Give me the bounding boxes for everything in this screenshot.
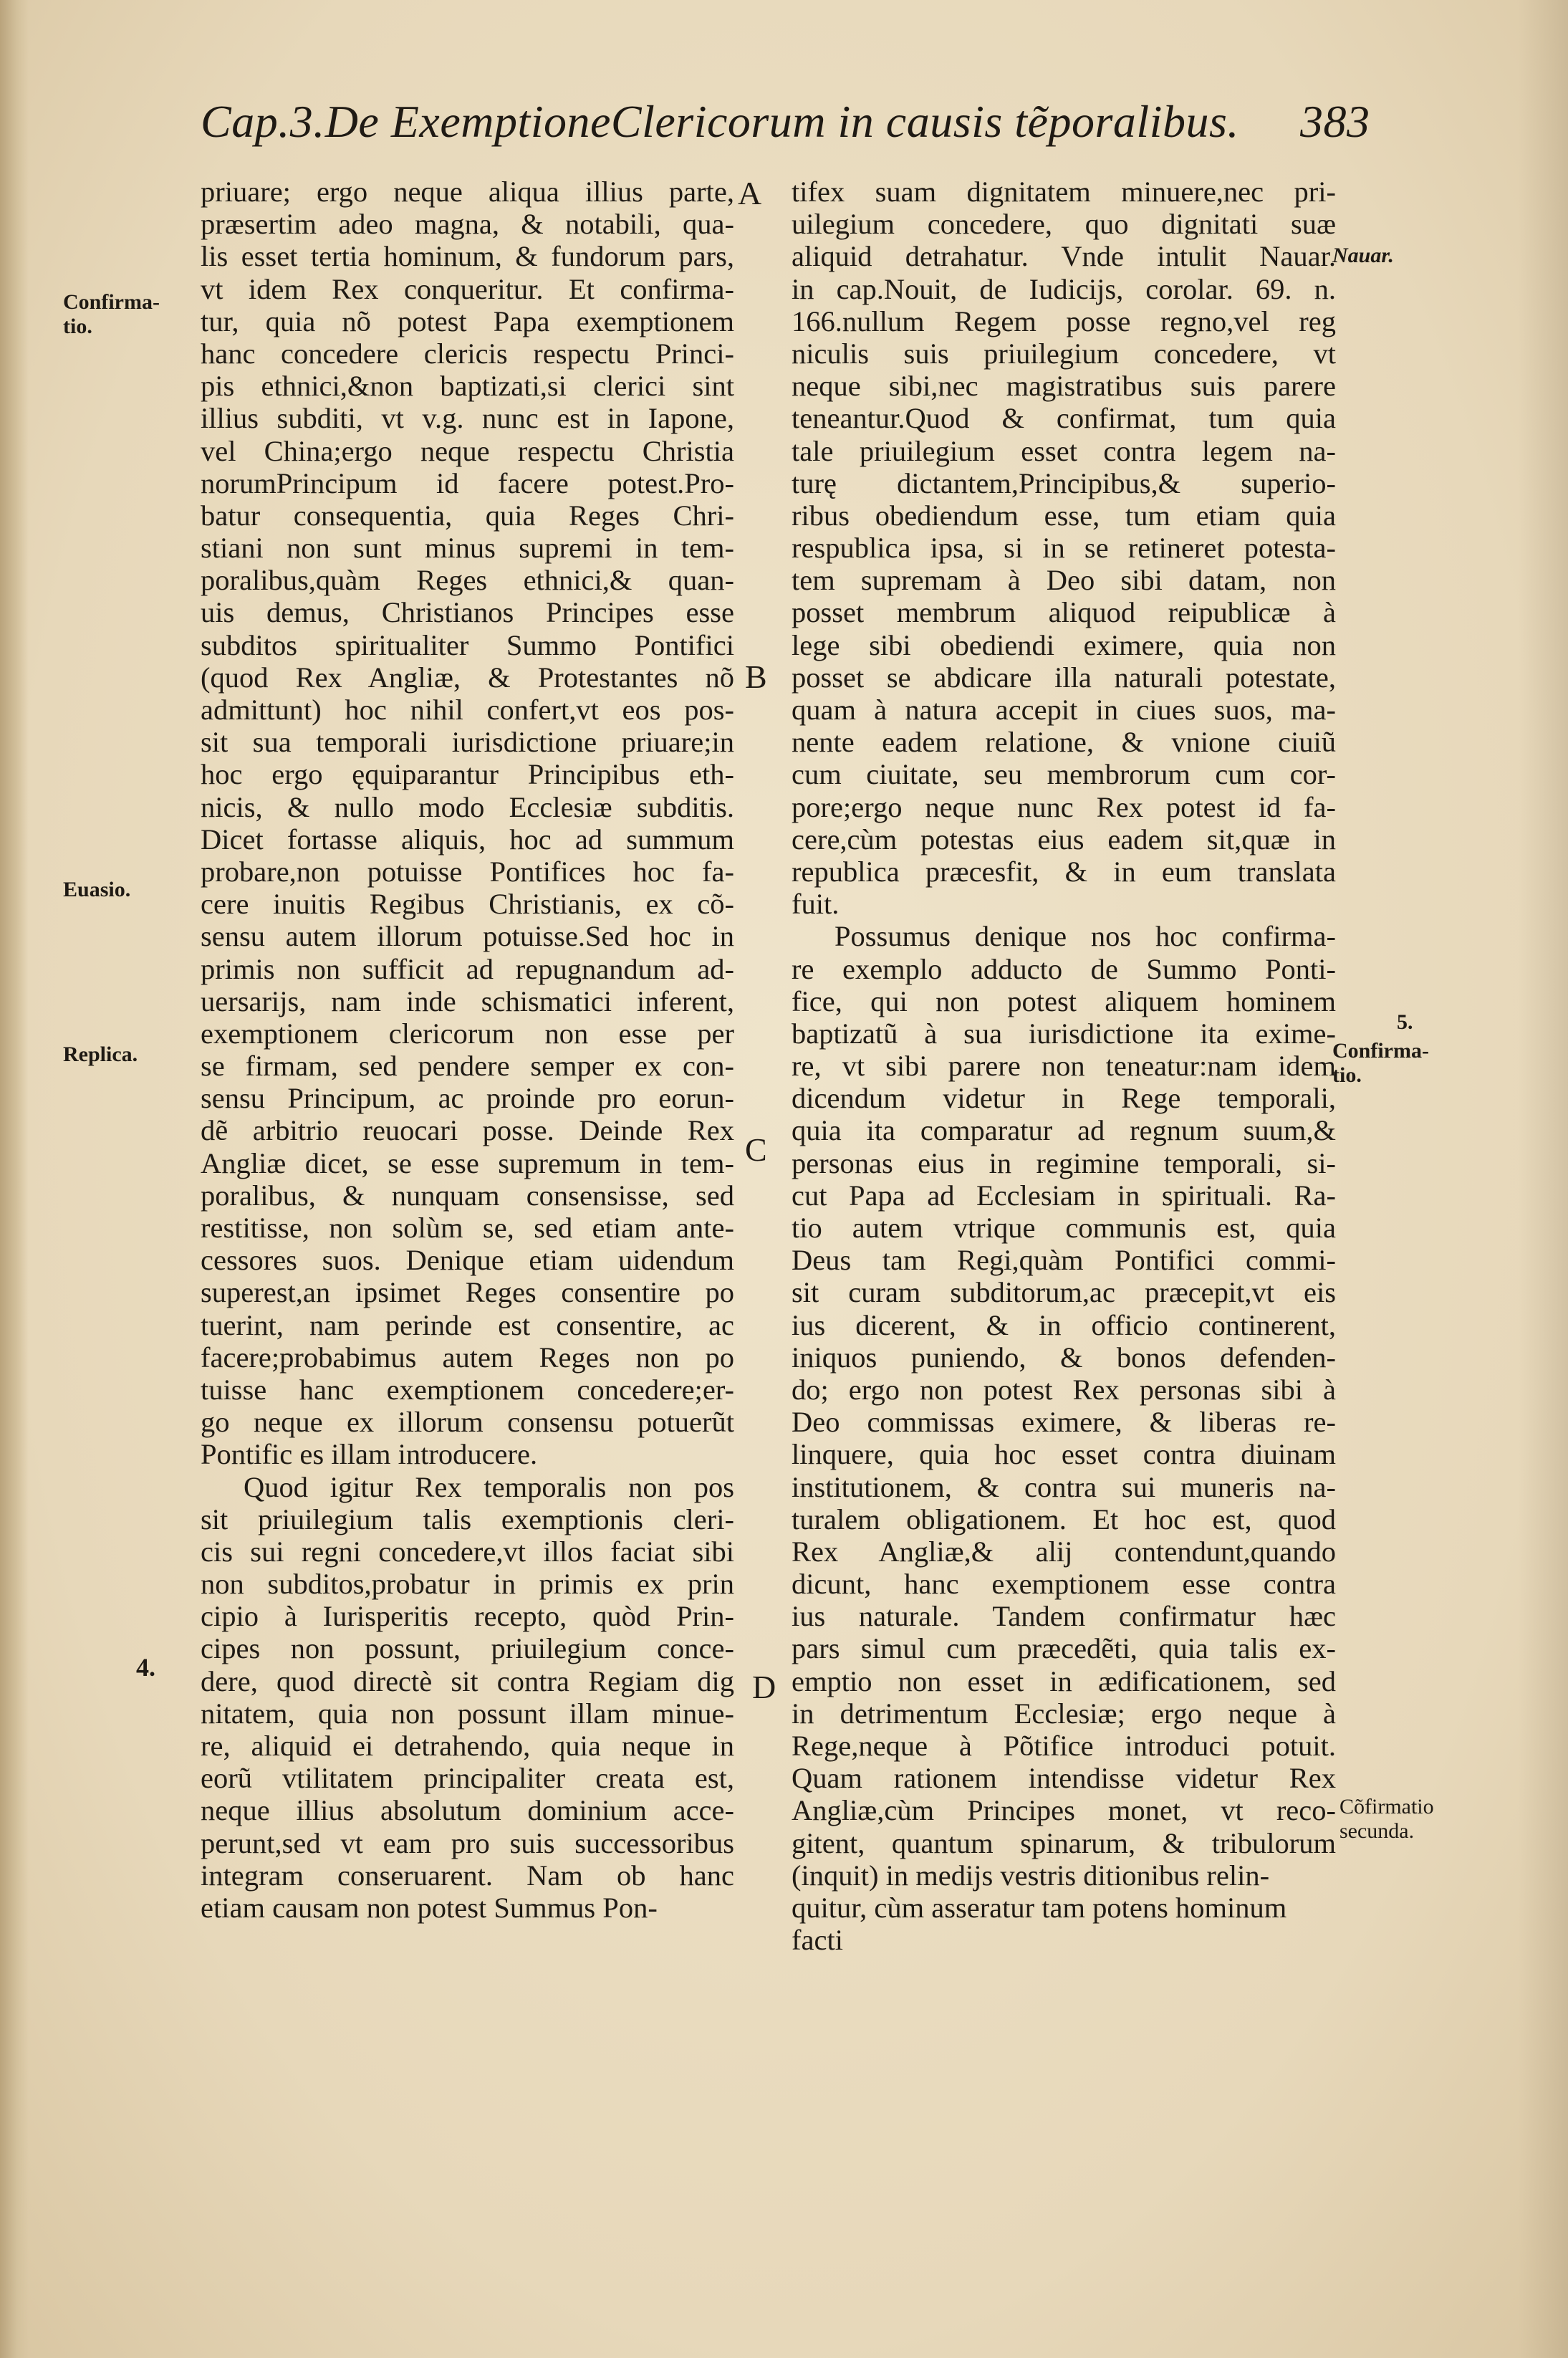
text-line: sit curam subditorum,ac præcepit,vt eis bbox=[792, 1276, 1336, 1309]
text-line: dere, quod directè sit contra Regiam dig bbox=[201, 1664, 734, 1697]
text-line: Quod igitur Rex temporalis non pos bbox=[244, 1470, 734, 1503]
text-line: re, aliquid ei detrahendo, quia neque in bbox=[201, 1730, 734, 1762]
text-line: personas eius in regimine temporali, si- bbox=[792, 1146, 1336, 1179]
text-line: re, vt sibi parere non teneatur:nam idem bbox=[792, 1050, 1336, 1083]
text-line: tio autem vtrique communis est, quia bbox=[792, 1212, 1336, 1244]
text-line: 166.nullum Regem posse regno,vel reg bbox=[792, 305, 1336, 337]
text-line: quia ita comparatur ad regnum suum,& bbox=[792, 1114, 1336, 1147]
text-line: stiani non sunt minus supremi in tem- bbox=[201, 532, 734, 565]
text-line: poralibus,quàm Reges ethnici,& quan- bbox=[201, 564, 734, 597]
section-letter-b: B bbox=[745, 658, 767, 695]
margin-note-nauar: Nauar. bbox=[1332, 244, 1394, 267]
text-line: tur, quia nõ potest Papa exemptionem bbox=[201, 305, 734, 337]
text-line: do; ergo non potest Rex personas sibi à bbox=[792, 1373, 1336, 1406]
text-line: iniquos puniendo, & bonos defenden- bbox=[792, 1341, 1336, 1374]
text-line: Pontific es illam introducere. bbox=[201, 1438, 538, 1471]
text-line: nente eadem relatione, & vnione ciuiũ bbox=[792, 726, 1336, 759]
text-line: etiam causam non potest Summus Pon- bbox=[201, 1891, 658, 1924]
text-line: Deus tam Regi,quàm Pontifici commi- bbox=[792, 1244, 1336, 1277]
text-line: admittunt) hoc nihil confert,vt eos pos- bbox=[201, 694, 734, 726]
text-line: lege sibi obediendi eximere, quia non bbox=[792, 628, 1336, 661]
text-line: illius subditi, vt v.g. nunc est in Iapone, bbox=[201, 402, 734, 435]
text-line: quitur, cùm asseratur tam potens hominum bbox=[792, 1891, 1287, 1924]
text-line: cipio à Iurisperitis recepto, quòd Prin- bbox=[201, 1600, 734, 1633]
text-line: Rex Angliæ,& alij contendunt,quando bbox=[792, 1535, 1336, 1568]
text-line: exemptionem clericorum non esse per bbox=[201, 1017, 734, 1050]
text-line: in detrimentum Ecclesiæ; ergo neque à bbox=[792, 1697, 1336, 1730]
text-line: facti bbox=[792, 1924, 843, 1957]
text-line: cessores suos. Denique etiam uidendum bbox=[201, 1244, 734, 1277]
text-line: primis non sufficit ad repugnandum ad- bbox=[201, 952, 734, 985]
text-line: cipes non possunt, priuilegium conce- bbox=[201, 1632, 734, 1665]
text-line: gitent, quantum spinarum, & tribulorum bbox=[792, 1826, 1336, 1859]
text-line: Quam rationem intendisse videtur Rex bbox=[792, 1762, 1336, 1795]
text-line: cere inuitis Regibus Christianis, ex cõ- bbox=[201, 888, 734, 921]
text-line: uersarijs, nam inde schismatici inferent, bbox=[201, 984, 734, 1017]
text-line: sit priuilegium talis exemptionis cleri- bbox=[201, 1502, 734, 1535]
chapter-title: Cap.3.De ExemptioneClericorum in causis tẽporalibus. bbox=[201, 96, 1239, 147]
text-line: fuit. bbox=[792, 888, 840, 921]
text-line: turalem obligationem. Et hoc est, quod bbox=[792, 1502, 1336, 1535]
text-line: pore;ergo neque nunc Rex potest id fa- bbox=[792, 790, 1336, 823]
text-line: uis demus, Christianos Principes esse bbox=[201, 596, 734, 629]
text-line: superest,an ipsimet Reges consentire po bbox=[201, 1276, 734, 1309]
margin-note-confirmatio-right: Confirma-tio. bbox=[1332, 1039, 1429, 1087]
page-edge-shadow bbox=[1518, 0, 1568, 2358]
margin-note-number-4: 4. bbox=[136, 1653, 155, 1682]
text-line: probare,non potuisse Pontifices hoc fa- bbox=[201, 855, 734, 888]
section-letter-c: C bbox=[745, 1131, 767, 1168]
text-line: tem supremam à Deo sibi datam, non bbox=[792, 564, 1336, 597]
text-line: præsertim adeo magna, & notabili, qua- bbox=[201, 208, 734, 241]
left-text-column bbox=[201, 176, 734, 1924]
text-line: cut Papa ad Ecclesiam in spirituali. Ra- bbox=[792, 1179, 1336, 1212]
text-line: pis ethnici,&non baptizati,si clerici sint bbox=[201, 370, 734, 403]
text-line: turę dictantem,Principibus,& superio- bbox=[792, 466, 1336, 499]
text-line: in cap.Nouit, de Iudicijs, corolar. 69. n. bbox=[792, 272, 1336, 305]
text-line: republica præcesfit, & in eum translata bbox=[792, 855, 1336, 888]
text-line: dicunt, hanc exemptionem esse contra bbox=[792, 1568, 1336, 1601]
text-line: institutionem, & contra sui muneris na- bbox=[792, 1470, 1336, 1503]
text-line: posset se abdicare illa naturali potestate, bbox=[792, 661, 1336, 694]
margin-note-confirmatio: Confirma-tio. bbox=[63, 290, 160, 338]
text-line: non subditos,probatur in primis ex prin bbox=[201, 1568, 734, 1601]
text-line: Dicet fortasse aliquis, hoc ad summum bbox=[201, 823, 734, 856]
right-text-column bbox=[792, 176, 1336, 1956]
margin-note-confirmatio-secunda: Cõfirmatio secunda. bbox=[1339, 1795, 1434, 1843]
text-line: perunt,sed vt eam pro suis successoribus bbox=[201, 1826, 734, 1859]
text-line: sensu autem illorum potuisse.Sed hoc in bbox=[201, 920, 734, 953]
text-line: emptio non esset in ædificationem, sed bbox=[792, 1664, 1336, 1697]
text-line: Rege,neque à Põtifice introduci potuit. bbox=[792, 1730, 1336, 1762]
binding-edge bbox=[0, 0, 29, 2358]
text-line: restitisse, non solùm se, sed etiam ante- bbox=[201, 1212, 734, 1244]
text-line: eorũ vtilitatem principaliter creata est, bbox=[201, 1762, 734, 1795]
text-line: go neque ex illorum consensu potuerũt bbox=[201, 1406, 734, 1439]
text-line: Deo commissas eximere, & liberas re- bbox=[792, 1406, 1336, 1439]
text-line: dẽ arbitrio reuocari posse. Deinde Rex bbox=[201, 1114, 734, 1147]
text-line: cere,cùm potestas eius eadem sit,quæ in bbox=[792, 823, 1336, 856]
text-line: facere;probabimus autem Reges non po bbox=[201, 1341, 734, 1374]
text-line: linquere, quia hoc esset contra diuinam bbox=[792, 1438, 1336, 1471]
text-line: neque illius absolutum dominium acce- bbox=[201, 1794, 734, 1827]
text-line: vt idem Rex conqueritur. Et confirma- bbox=[201, 272, 734, 305]
text-line: posset membrum aliquod reipublicæ à bbox=[792, 596, 1336, 629]
text-line: nitatem, quia non possunt illam minue- bbox=[201, 1697, 734, 1730]
text-line: ius dicerent, & in officio continerent, bbox=[792, 1308, 1336, 1341]
text-line: pars simul cum præcedẽti, quia talis ex- bbox=[792, 1632, 1336, 1665]
text-line: sit sua temporali iurisdictione priuare;in bbox=[201, 726, 734, 759]
text-line: batur consequentia, quia Reges Chri- bbox=[201, 499, 734, 532]
text-line: baptizatũ à sua iurisdictione ita exime- bbox=[792, 1017, 1336, 1050]
text-line: Angliæ dicet, se esse supremum in tem- bbox=[201, 1146, 734, 1179]
text-line: tifex suam dignitatem minuere,nec pri- bbox=[792, 176, 1336, 208]
text-line: cum ciuitate, seu membrorum cum cor- bbox=[792, 758, 1336, 791]
text-line: dicendum videtur in Rege temporali, bbox=[792, 1082, 1336, 1115]
text-line: hoc ergo ęquiparantur Principibus eth- bbox=[201, 758, 734, 791]
text-line: Possumus denique nos hoc confirma- bbox=[834, 920, 1336, 953]
text-line: respublica ipsa, si in se retineret potesta- bbox=[792, 532, 1336, 565]
text-line: uilegium concedere, quo dignitati suæ bbox=[792, 208, 1336, 241]
text-line: ribus obediendum esse, tum etiam quia bbox=[792, 499, 1336, 532]
text-line: integram conseruarent. Nam ob hanc bbox=[201, 1859, 734, 1892]
text-line: Angliæ,cùm Principes monet, vt reco- bbox=[792, 1794, 1336, 1827]
margin-note-number-5: 5. bbox=[1397, 1010, 1413, 1034]
text-line: re exemplo adducto de Summo Ponti- bbox=[792, 952, 1336, 985]
text-line: vel China;ergo neque respectu Christia bbox=[201, 434, 734, 467]
text-line: tale priuilegium esset contra legem na- bbox=[792, 434, 1336, 467]
text-line: priuare; ergo neque aliqua illius parte, bbox=[201, 176, 734, 208]
text-line: se firmam, sed pendere semper ex con- bbox=[201, 1050, 734, 1083]
text-line: (quod Rex Angliæ, & Protestantes nõ bbox=[201, 661, 734, 694]
section-letter-d: D bbox=[752, 1669, 776, 1705]
text-line: lis esset tertia hominum, & fundorum pars, bbox=[201, 240, 734, 273]
text-line: hanc concedere clericis respectu Princi- bbox=[201, 337, 734, 370]
margin-note-replica: Replica. bbox=[63, 1043, 138, 1066]
text-line: (inquit) in medijs vestris ditionibus relin- bbox=[792, 1859, 1270, 1892]
margin-note-euasio: Euasio. bbox=[63, 878, 131, 901]
text-line: neque sibi,nec magistratibus suis parere bbox=[792, 370, 1336, 403]
text-line: quam à natura accepit in ciues suos, ma- bbox=[792, 694, 1336, 726]
text-line: tuisse hanc exemptionem concedere;er- bbox=[201, 1373, 734, 1406]
page-number: 383 bbox=[1300, 96, 1370, 147]
text-line: norumPrincipum id facere potest.Pro- bbox=[201, 466, 734, 499]
text-line: ius naturale. Tandem confirmatur hæc bbox=[792, 1600, 1336, 1633]
text-line: subditos spiritualiter Summo Pontifici bbox=[201, 628, 734, 661]
text-line: fice, qui non potest aliquem hominem bbox=[792, 984, 1336, 1017]
text-line: niculis suis priuilegium concedere, vt bbox=[792, 337, 1336, 370]
running-header bbox=[201, 90, 1370, 154]
text-line: poralibus, & nunquam consensisse, sed bbox=[201, 1179, 734, 1212]
section-letter-a: A bbox=[738, 175, 762, 211]
text-line: teneantur.Quod & confirmat, tum quia bbox=[792, 402, 1336, 435]
text-line: sensu Principum, ac proinde pro eorun- bbox=[201, 1082, 734, 1115]
text-line: aliquid detrahatur. Vnde intulit Nauar. bbox=[792, 240, 1336, 273]
text-line: cis sui regni concedere,vt illos faciat sibi bbox=[201, 1535, 734, 1568]
text-line: tuerint, nam perinde est consentire, ac bbox=[201, 1308, 734, 1341]
text-line: nicis, & nullo modo Ecclesiæ subditis. bbox=[201, 790, 734, 823]
